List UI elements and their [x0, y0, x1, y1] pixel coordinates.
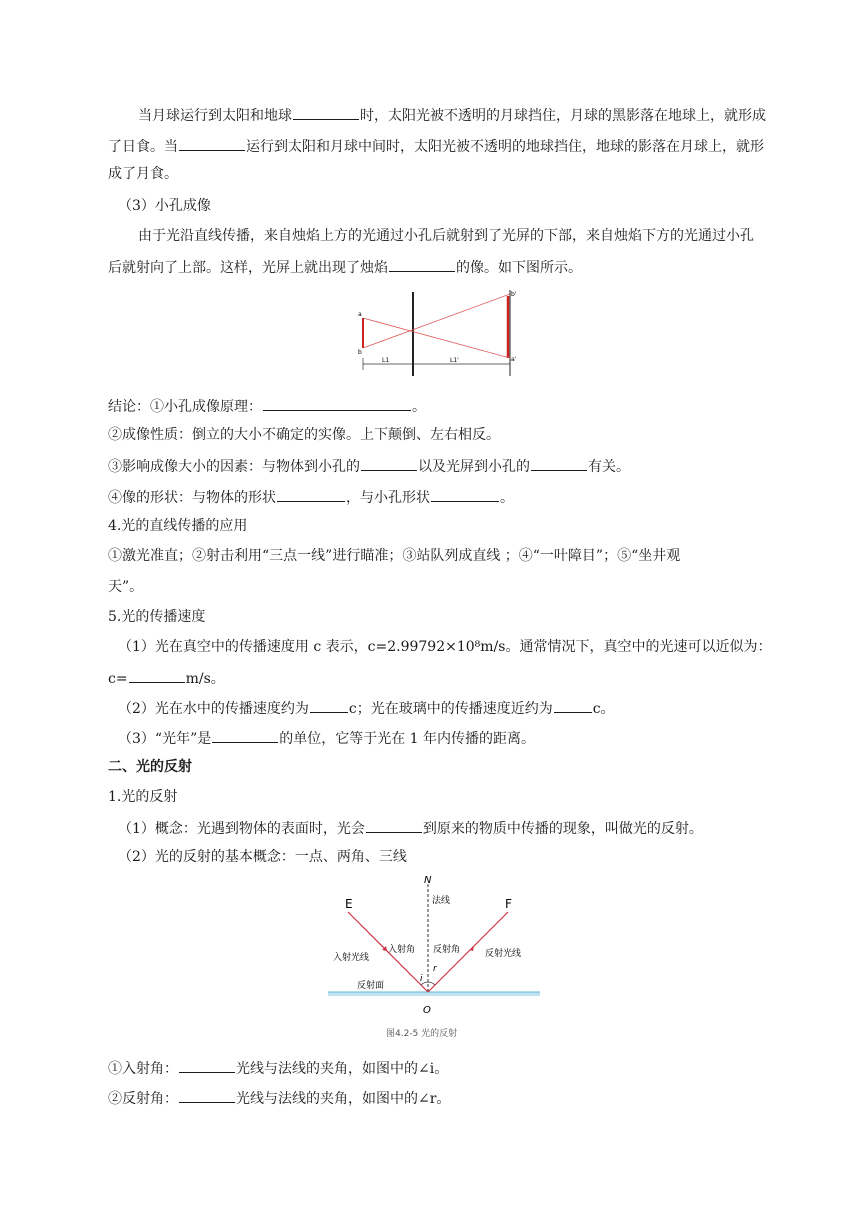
- figure-caption: 图4.2-5 光的反射: [386, 1029, 458, 1039]
- answer-blank[interactable]: [179, 1057, 235, 1073]
- section-title-reflection: 1.光的反射: [108, 789, 178, 805]
- reflection-basics: （2）光的反射的基本概念：一点、两角、三线: [118, 849, 407, 865]
- text: ②反射角：: [108, 1091, 178, 1107]
- speed-para-3: [118, 727, 535, 749]
- answer-blank[interactable]: [361, 455, 417, 471]
- conclusion-4: [108, 486, 514, 508]
- section-title-applications: 4.光的直线传播的应用: [108, 518, 248, 534]
- answer-blank[interactable]: [366, 817, 422, 833]
- answer-blank[interactable]: [310, 697, 348, 713]
- text: 结论：①小孔成像原理：: [108, 399, 262, 415]
- answer-blank[interactable]: [179, 1087, 235, 1103]
- answer-blank[interactable]: [554, 697, 592, 713]
- answer-blank[interactable]: [389, 256, 455, 272]
- text: 的单位，它等于光在 1 年内传播的距离。: [279, 731, 536, 747]
- label-N: N: [424, 875, 432, 886]
- speed-para-1: （1）光在真空中的传播速度用 c 表示，c=2.99792×10⁸m/s。通常情况下，真空中的光速可以近似为：: [118, 639, 772, 655]
- applications-line-1: ①激光准直；②射击利用“三点一线”进行瞄准；③站队列成直线 ；④“一叶障目”；⑤“坐井观: [108, 548, 681, 564]
- answer-blank[interactable]: [293, 104, 359, 120]
- answer-blank[interactable]: [431, 486, 499, 502]
- chapter-heading-reflection: 二、光的反射: [108, 759, 192, 775]
- reflection-angle-def: [108, 1087, 450, 1109]
- reflection-concept: [118, 817, 703, 839]
- light-ray: [363, 294, 510, 348]
- text: 运行到太阳和月球中间时，太阳光被不透明的地球挡住，地球的影落在月球上，就形: [246, 139, 764, 155]
- label-a: a: [358, 311, 362, 318]
- text: c=: [108, 671, 128, 687]
- label-E: E: [345, 897, 353, 911]
- text: 以及光屏到小孔的: [418, 459, 530, 475]
- text: 。: [412, 399, 426, 415]
- label-i: i: [420, 974, 423, 984]
- text: ，与小孔形状: [346, 490, 430, 506]
- label-a-prime: a': [511, 356, 517, 363]
- label-L1: L1: [382, 357, 390, 364]
- text: 。: [500, 490, 514, 506]
- label-O: O: [423, 1005, 431, 1016]
- answer-blank[interactable]: [179, 135, 245, 151]
- arrow-icon: [470, 946, 474, 951]
- label-b-prime: b': [511, 291, 517, 298]
- text: m/s。: [185, 671, 225, 687]
- text: 了日食。当: [108, 139, 178, 155]
- text: 时，太阳光被不透明的月球挡住，月球的黑影落在地球上，就形成: [360, 108, 766, 124]
- reflection-diagram: [325, 870, 545, 1045]
- conclusion-2: ②成像性质：倒立的大小不确定的实像。上下颠倒、左右相反。: [108, 427, 500, 443]
- text: 的像。如下图所示。: [456, 260, 582, 276]
- label-reflected-ray: 反射光线: [485, 949, 522, 959]
- eclipse-line-2: [108, 135, 764, 157]
- light-ray: [363, 318, 510, 358]
- text: 光线与法线的夹角，如图中的∠r。: [236, 1091, 451, 1107]
- speed-para-2: [118, 697, 615, 719]
- pinhole-diagram: [350, 288, 520, 378]
- text: ③影响成像大小的因素：与物体到小孔的: [108, 459, 360, 475]
- speed-para-1b: [108, 667, 225, 689]
- text: ④像的形状：与物体的形状: [108, 490, 276, 506]
- eclipse-line-3: 成了月食。: [108, 166, 178, 182]
- label-incident-angle: 入射角: [388, 945, 416, 955]
- text: （1）概念：光遇到物体的表面时，光会: [118, 821, 365, 837]
- text: c；光在玻璃中的传播速度近约为: [348, 701, 553, 717]
- label-r: r: [433, 964, 437, 974]
- text: c。: [592, 701, 615, 717]
- text: 当月球运行到太阳和地球: [138, 108, 292, 124]
- answer-blank[interactable]: [277, 486, 345, 502]
- label-L1-prime: L1': [450, 357, 459, 364]
- applications-line-2: 天”。: [108, 579, 144, 595]
- label-incident-ray: 入射光线: [333, 953, 370, 963]
- reflecting-surface: [328, 992, 540, 996]
- conclusion-3: [108, 455, 630, 477]
- pinhole-para-line-2: [108, 256, 582, 278]
- text: （3）“光年”是: [118, 731, 212, 747]
- eclipse-line-1: [138, 104, 766, 126]
- answer-blank[interactable]: [212, 727, 278, 743]
- label-b: b: [358, 349, 362, 356]
- label-F: F: [505, 897, 512, 911]
- text: ①入射角：: [108, 1061, 178, 1077]
- conclusion-1: [108, 395, 426, 417]
- label-normal: 法线: [432, 896, 451, 906]
- text: 有关。: [588, 459, 630, 475]
- answer-blank[interactable]: [129, 667, 185, 683]
- answer-blank[interactable]: [531, 455, 587, 471]
- text: 后就射向了上部。这样，光屏上就出现了烛焰: [108, 260, 388, 276]
- label-reflect-angle: 反射角: [433, 945, 461, 955]
- answer-blank[interactable]: [263, 395, 411, 411]
- text: 到原来的物质中传播的现象，叫做光的反射。: [422, 821, 703, 837]
- text: （2）光在水中的传播速度约为: [118, 701, 309, 717]
- label-surface: 反射面: [357, 981, 385, 991]
- section-title-speed: 5.光的传播速度: [108, 609, 206, 625]
- incident-angle-def: [108, 1057, 448, 1079]
- text: 光线与法线的夹角，如图中的∠i。: [236, 1061, 449, 1077]
- section-title-pinhole: （3）小孔成像: [118, 198, 211, 214]
- pinhole-para-line-1: 由于光沿直线传播，来自烛焰上方的光通过小孔后就射到了光屏的下部，来自烛焰下方的光通过小孔: [138, 228, 754, 244]
